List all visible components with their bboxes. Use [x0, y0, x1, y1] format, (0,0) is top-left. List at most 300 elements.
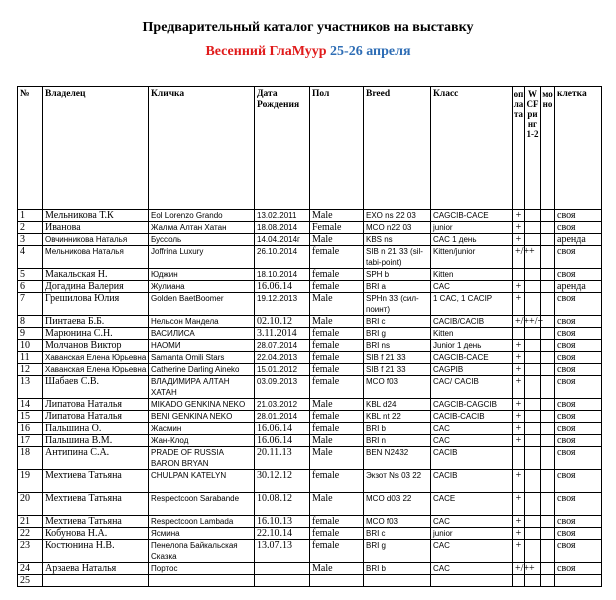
- cell-cls: [431, 575, 513, 587]
- cell-dob: 15.01.2012: [255, 364, 310, 376]
- cell-mono: [541, 234, 555, 246]
- cell-paid: +: [513, 222, 525, 234]
- cell-num: 17: [18, 435, 43, 447]
- cell-breed: Экзот Ns 03 22: [364, 470, 431, 493]
- cell-owner: Липатова Наталья: [43, 399, 149, 411]
- cell-breed: SIB f 21 33: [364, 352, 431, 364]
- cell-cage: своя: [555, 316, 602, 328]
- cell-paid: +: [513, 281, 525, 293]
- cell-cls: CAC: [431, 435, 513, 447]
- cell-mono: [541, 376, 555, 399]
- cell-cls: CAGPIB: [431, 364, 513, 376]
- cell-owner: Мельникова Наталья: [43, 246, 149, 269]
- cell-paid: [513, 328, 525, 340]
- cell-mono: [541, 447, 555, 470]
- cell-dob: 18.08.2014: [255, 222, 310, 234]
- cell-cls: 1 CAC, 1 CACIP: [431, 293, 513, 316]
- cell-owner: Пальшина В.М.: [43, 435, 149, 447]
- cell-sex: Male: [310, 234, 364, 246]
- cell-paid: +/++/+: [513, 316, 525, 328]
- cell-dob: 16.06.14: [255, 423, 310, 435]
- cell-cls: CAC: [431, 516, 513, 528]
- cell-breed: BRI c: [364, 316, 431, 328]
- cell-cls: CACIB/CACIB: [431, 316, 513, 328]
- cell-dob: 22.10.14: [255, 528, 310, 540]
- cell-num: 15: [18, 411, 43, 423]
- cell-cls: CAC: [431, 563, 513, 575]
- table-body: [18, 210, 602, 587]
- cell-paid: [513, 269, 525, 281]
- cell-num: 1: [18, 210, 43, 222]
- cell-paid: +: [513, 210, 525, 222]
- table-row: [18, 528, 602, 540]
- cell-paid: +: [513, 423, 525, 435]
- cell-mono: [541, 281, 555, 293]
- cell-paid: +: [513, 340, 525, 352]
- cell-dob: 03.09.2013: [255, 376, 310, 399]
- table-row: [18, 423, 602, 435]
- cell-mono: [541, 528, 555, 540]
- cell-dob: 16.06.14: [255, 435, 310, 447]
- cell-breed: MCO f03: [364, 376, 431, 399]
- cell-cls: Junior 1 день: [431, 340, 513, 352]
- cell-wcf: [525, 352, 541, 364]
- cell-mono: [541, 364, 555, 376]
- cell-owner: Мехтиева Татьяна: [43, 470, 149, 493]
- cell-mono: [541, 269, 555, 281]
- cell-mono: [541, 516, 555, 528]
- cell-sex: female: [310, 516, 364, 528]
- cell-name: Жан-Клод: [149, 435, 255, 447]
- cell-sex: Male: [310, 293, 364, 316]
- cell-num: 8: [18, 316, 43, 328]
- table-row: [18, 411, 602, 423]
- cell-cage: своя: [555, 293, 602, 316]
- cell-owner: Мехтиева Татьяна: [43, 493, 149, 516]
- cell-cage: своя: [555, 340, 602, 352]
- participants-table: [17, 86, 602, 587]
- cell-cage: своя: [555, 269, 602, 281]
- table-row: [18, 399, 602, 411]
- table-row: [18, 222, 602, 234]
- cell-breed: BRI ns: [364, 340, 431, 352]
- cell-cage: своя: [555, 246, 602, 269]
- cell-num: 22: [18, 528, 43, 540]
- cell-num: 25: [18, 575, 43, 587]
- cell-cage: своя: [555, 470, 602, 493]
- cell-sex: female: [310, 281, 364, 293]
- cell-breed: [364, 575, 431, 587]
- cell-name: Нельсон Мандела: [149, 316, 255, 328]
- cell-mono: [541, 293, 555, 316]
- cell-cls: junior: [431, 528, 513, 540]
- cell-cls: CAC 1 день: [431, 234, 513, 246]
- cell-name: Catherine Darling Aineko: [149, 364, 255, 376]
- cell-sex: female: [310, 540, 364, 563]
- cell-breed: BRI a: [364, 281, 431, 293]
- cell-owner: Овчинникова Наталья: [43, 234, 149, 246]
- header-cage: клетка: [555, 87, 602, 210]
- event-name: Весенний ГлаМуур: [205, 44, 327, 59]
- cell-name: [149, 575, 255, 587]
- table-row: [18, 470, 602, 493]
- cell-owner: Хаванская Елена Юрьевна: [43, 364, 149, 376]
- cell-paid: +: [513, 540, 525, 563]
- cell-dob: 30.12.12: [255, 470, 310, 493]
- cell-name: Joffrina Luxury: [149, 246, 255, 269]
- cell-name: Буссоль: [149, 234, 255, 246]
- cell-cage: своя: [555, 447, 602, 470]
- cell-owner: Грешилова Юлия: [43, 293, 149, 316]
- cell-owner: Пальшина О.: [43, 423, 149, 435]
- cell-mono: [541, 340, 555, 352]
- cell-paid: +: [513, 493, 525, 516]
- cell-num: 24: [18, 563, 43, 575]
- table-row: [18, 246, 602, 269]
- header-breed: Breed: [364, 87, 431, 210]
- cell-num: 6: [18, 281, 43, 293]
- cell-cls: Kitten: [431, 328, 513, 340]
- header-sex: Пол: [310, 87, 364, 210]
- cell-owner: Мехтиева Татьяна: [43, 516, 149, 528]
- cell-name: Жалма Алтан Хатан: [149, 222, 255, 234]
- cell-cls: junior: [431, 222, 513, 234]
- cell-sex: Male: [310, 435, 364, 447]
- cell-breed: SIB f 21 33: [364, 364, 431, 376]
- cell-wcf: [525, 423, 541, 435]
- cell-dob: 14.04.2014г: [255, 234, 310, 246]
- cell-paid: +: [513, 376, 525, 399]
- cell-dob: 19.12.2013: [255, 293, 310, 316]
- cell-owner: Костюнина Н.В.: [43, 540, 149, 563]
- cell-mono: [541, 246, 555, 269]
- table-row: [18, 269, 602, 281]
- cell-mono: [541, 399, 555, 411]
- cell-sex: [310, 575, 364, 587]
- cell-num: 11: [18, 352, 43, 364]
- cell-mono: [541, 423, 555, 435]
- cell-breed: MCO n22 03: [364, 222, 431, 234]
- cell-wcf: [525, 340, 541, 352]
- cell-sex: female: [310, 328, 364, 340]
- header-class: Класс: [431, 87, 513, 210]
- cell-dob: 26.10.2014: [255, 246, 310, 269]
- cell-sex: female: [310, 411, 364, 423]
- cell-wcf: [525, 493, 541, 516]
- table-row: [18, 364, 602, 376]
- cell-dob: 20.11.13: [255, 447, 310, 470]
- table-row: [18, 234, 602, 246]
- cell-wcf: [525, 210, 541, 222]
- cell-paid: +: [513, 470, 525, 493]
- cell-dob: 28.01.2014: [255, 411, 310, 423]
- cell-paid: +: [513, 352, 525, 364]
- cell-name: Портос: [149, 563, 255, 575]
- cell-cls: CAGCIB-CACE: [431, 352, 513, 364]
- cell-dob: 10.08.12: [255, 493, 310, 516]
- cell-cls: CAGCIB-CACE: [431, 210, 513, 222]
- cell-name: Ясмина: [149, 528, 255, 540]
- cell-mono: [541, 540, 555, 563]
- cell-owner: [43, 575, 149, 587]
- cell-mono: [541, 470, 555, 493]
- cell-name: Samanta Omili Stars: [149, 352, 255, 364]
- cell-sex: Male: [310, 493, 364, 516]
- cell-mono: [541, 493, 555, 516]
- cell-name: Eol Lorenzo Grando: [149, 210, 255, 222]
- cell-num: 5: [18, 269, 43, 281]
- cell-name: PRADE OF RUSSIA BARON BRYAN: [149, 447, 255, 470]
- cell-name: Respectcoon Sarabande: [149, 493, 255, 516]
- event-dates: 25-26 апреля: [330, 44, 411, 59]
- cell-wcf: [525, 376, 541, 399]
- cell-owner: Макальская Н.: [43, 269, 149, 281]
- cell-sex: female: [310, 352, 364, 364]
- cell-cage: своя: [555, 411, 602, 423]
- header-name: Кличка: [149, 87, 255, 210]
- cell-name: MIKADO GENKINA NEKO: [149, 399, 255, 411]
- cell-sex: Male: [310, 447, 364, 470]
- cell-cage: своя: [555, 364, 602, 376]
- header-dob: Дата Рождения: [255, 87, 310, 210]
- cell-cage: своя: [555, 352, 602, 364]
- cell-paid: +: [513, 435, 525, 447]
- cell-sex: female: [310, 423, 364, 435]
- cell-breed: BRI n: [364, 435, 431, 447]
- cell-paid: +/++: [513, 563, 525, 575]
- cell-cage: своя: [555, 399, 602, 411]
- cell-num: 18: [18, 447, 43, 470]
- cell-cls: Kitten: [431, 269, 513, 281]
- cell-cls: CAC: [431, 281, 513, 293]
- cell-paid: +: [513, 364, 525, 376]
- cell-sex: female: [310, 246, 364, 269]
- cell-paid: +: [513, 234, 525, 246]
- cell-sex: Male: [310, 210, 364, 222]
- cell-num: 23: [18, 540, 43, 563]
- cell-dob: 16.10.13: [255, 516, 310, 528]
- cell-sex: female: [310, 364, 364, 376]
- cell-cls: CAGCIB-CAGCIB: [431, 399, 513, 411]
- cell-wcf: [525, 222, 541, 234]
- cell-mono: [541, 222, 555, 234]
- cell-sex: Male: [310, 563, 364, 575]
- cell-num: 2: [18, 222, 43, 234]
- table-row: [18, 575, 602, 587]
- cell-wcf: [525, 540, 541, 563]
- cell-num: 3: [18, 234, 43, 246]
- cell-breed: MCO f03: [364, 516, 431, 528]
- cell-num: 16: [18, 423, 43, 435]
- cell-paid: +/++: [513, 246, 525, 269]
- cell-cls: CACE: [431, 493, 513, 516]
- cell-name: BENI GENKINA NEKO: [149, 411, 255, 423]
- cell-num: 12: [18, 364, 43, 376]
- cell-mono: [541, 411, 555, 423]
- cell-cls: CACIB: [431, 470, 513, 493]
- cell-paid: +: [513, 516, 525, 528]
- cell-breed: KBS ns: [364, 234, 431, 246]
- cell-mono: [541, 563, 555, 575]
- cell-dob: 13.02.2011: [255, 210, 310, 222]
- cell-dob: [255, 575, 310, 587]
- cell-num: 20: [18, 493, 43, 516]
- table-row: [18, 376, 602, 399]
- cell-dob: 16.06.14: [255, 281, 310, 293]
- cell-wcf: [525, 575, 541, 587]
- cell-sex: female: [310, 269, 364, 281]
- cell-wcf: [525, 234, 541, 246]
- cell-sex: Male: [310, 399, 364, 411]
- cell-name: Юджин: [149, 269, 255, 281]
- cell-breed: BRI b: [364, 423, 431, 435]
- cell-owner: Догадина Валерия: [43, 281, 149, 293]
- cell-breed: EXO ns 22 03: [364, 210, 431, 222]
- cell-cage: своя: [555, 563, 602, 575]
- cell-name: ВЛАДИМИРА АЛТАН ХАТАН: [149, 376, 255, 399]
- cell-sex: female: [310, 376, 364, 399]
- cell-cage: своя: [555, 435, 602, 447]
- cell-breed: BRI g: [364, 540, 431, 563]
- cell-dob: 18.10.2014: [255, 269, 310, 281]
- cell-dob: [255, 563, 310, 575]
- cell-wcf: [525, 328, 541, 340]
- cell-sex: Male: [310, 316, 364, 328]
- cell-owner: Липатова Наталья: [43, 411, 149, 423]
- cell-num: 4: [18, 246, 43, 269]
- cell-breed: SPHn 33 (сил-поинт): [364, 293, 431, 316]
- cell-num: 21: [18, 516, 43, 528]
- cell-owner: Молчанов Виктор: [43, 340, 149, 352]
- cell-breed: BRI b: [364, 563, 431, 575]
- cell-owner: Мельникова Т.К: [43, 210, 149, 222]
- cell-name: НАОМИ: [149, 340, 255, 352]
- cell-dob: 22.04.2013: [255, 352, 310, 364]
- cell-owner: Антипина С.А.: [43, 447, 149, 470]
- table-row: [18, 316, 602, 328]
- cell-wcf: [525, 516, 541, 528]
- cell-cage: своя: [555, 328, 602, 340]
- cell-breed: SPH b: [364, 269, 431, 281]
- cell-breed: KBL d24: [364, 399, 431, 411]
- cell-paid: +: [513, 399, 525, 411]
- cell-num: 19: [18, 470, 43, 493]
- cell-name: ВАСИЛИСА: [149, 328, 255, 340]
- cell-dob: 21.03.2012: [255, 399, 310, 411]
- cell-owner: Марюнина С.Н.: [43, 328, 149, 340]
- cell-num: 14: [18, 399, 43, 411]
- cell-breed: SIB n 21 33 (sil-tabi-point): [364, 246, 431, 269]
- table-row: [18, 447, 602, 470]
- cell-wcf: [525, 364, 541, 376]
- cell-dob: 28.07.2014: [255, 340, 310, 352]
- cell-breed: BRI c: [364, 528, 431, 540]
- table-row: [18, 340, 602, 352]
- cell-sex: Female: [310, 222, 364, 234]
- cell-cage: своя: [555, 423, 602, 435]
- cell-breed: MCO d03 22: [364, 493, 431, 516]
- cell-wcf: [525, 435, 541, 447]
- cell-cls: CAC/ CACIB: [431, 376, 513, 399]
- cell-wcf: [525, 269, 541, 281]
- cell-paid: +: [513, 411, 525, 423]
- cell-name: Жулиана: [149, 281, 255, 293]
- table-header-row: [18, 87, 602, 210]
- cell-sex: female: [310, 470, 364, 493]
- cell-owner: Кобунова Н.А.: [43, 528, 149, 540]
- page-subtitle: [0, 44, 616, 60]
- cell-owner: Арзаева Наталья: [43, 563, 149, 575]
- cell-cage: своя: [555, 516, 602, 528]
- cell-name: CHULPAN KATELYN: [149, 470, 255, 493]
- cell-num: 9: [18, 328, 43, 340]
- table-row: [18, 493, 602, 516]
- header-paid: оплата: [513, 87, 525, 210]
- cell-cage: своя: [555, 540, 602, 563]
- cell-mono: [541, 575, 555, 587]
- cell-cage: аренда: [555, 234, 602, 246]
- header-wcf: WCF ринг 1-2: [525, 87, 541, 210]
- cell-num: 10: [18, 340, 43, 352]
- cell-cage: своя: [555, 222, 602, 234]
- cell-cls: CAC: [431, 540, 513, 563]
- table-row: [18, 352, 602, 364]
- cell-wcf: [525, 447, 541, 470]
- table-row: [18, 516, 602, 528]
- header-owner: Владелец: [43, 87, 149, 210]
- cell-wcf: [525, 281, 541, 293]
- table-row: [18, 328, 602, 340]
- cell-dob: 3.11.2014: [255, 328, 310, 340]
- cell-paid: [513, 575, 525, 587]
- cell-owner: Шабаев С.В.: [43, 376, 149, 399]
- cell-cage: своя: [555, 493, 602, 516]
- cell-name: Жасмин: [149, 423, 255, 435]
- cell-name: Пенелопа Байкальская Сказка: [149, 540, 255, 563]
- cell-breed: KBL nt 22: [364, 411, 431, 423]
- cell-breed: BEN N2432: [364, 447, 431, 470]
- cell-mono: [541, 210, 555, 222]
- cell-wcf: [525, 528, 541, 540]
- cell-cls: Kitten/junior: [431, 246, 513, 269]
- cell-paid: +: [513, 293, 525, 316]
- cell-sex: female: [310, 528, 364, 540]
- cell-name: Respectcoon Lambada: [149, 516, 255, 528]
- cell-owner: Иванова: [43, 222, 149, 234]
- cell-paid: [513, 447, 525, 470]
- cell-cls: CAC: [431, 423, 513, 435]
- cell-cage: [555, 575, 602, 587]
- cell-wcf: [525, 470, 541, 493]
- cell-owner: Хаванская Елена Юрьевна: [43, 352, 149, 364]
- page-title: Предварительный каталог участников на выставку: [142, 20, 474, 35]
- cell-wcf: [525, 293, 541, 316]
- cell-cage: своя: [555, 376, 602, 399]
- cell-owner: Пинтаева Б.Б.: [43, 316, 149, 328]
- cell-dob: 13.07.13: [255, 540, 310, 563]
- table-row: [18, 281, 602, 293]
- cell-mono: [541, 435, 555, 447]
- cell-cls: CACIB: [431, 447, 513, 470]
- table-row: [18, 210, 602, 222]
- cell-cage: своя: [555, 210, 602, 222]
- cell-cage: своя: [555, 528, 602, 540]
- cell-name: Golden BaetBoomer: [149, 293, 255, 316]
- table-row: [18, 563, 602, 575]
- cell-breed: BRI g: [364, 328, 431, 340]
- cell-mono: [541, 352, 555, 364]
- table-row: [18, 540, 602, 563]
